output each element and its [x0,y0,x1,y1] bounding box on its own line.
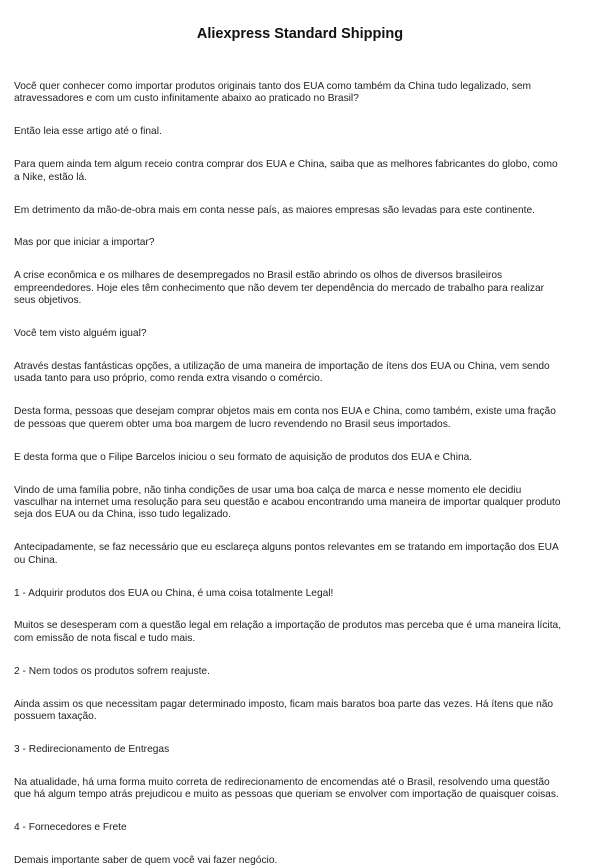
paragraph: Na atualidade, há uma forma muito correta de redirecionamento de encomendas até o Brasil, resolvendo uma questão que há algum tempo atrás prejudicou e muito as pessoas que queriam se envolver com importação de quaisquer coisas. [14,776,559,801]
paragraph: Demais importante saber de quem você vai fazer negócio. [14,855,278,867]
section-heading: 1 - Adquirir produtos dos EUA ou China, é uma coisa totalmente Legal! [14,587,334,599]
paragraph: Através destas fantásticas opções, a utilização de uma maneira de importação de ítens dos EUA ou China, vem sendo usada tanto para uso próprio, como renda extra visando o comércio. [14,360,550,385]
paragraph: Mas por que iniciar a importar? [14,237,155,249]
document-title: Aliexpress Standard Shipping [196,26,404,42]
paragraph: Você quer conhecer como importar produtos originais tanto dos EUA como também da China tudo legalizado, sem atravessadores e com um custo infinitamente abaixo ao praticado no Brasil? [14,81,532,105]
paragraph: E desta forma que o Filipe Barcelos iniciou o seu formato de aquisição de produtos dos EUA e China. [14,451,473,463]
paragraph: Para quem ainda tem algum receio contra comprar dos EUA e China, saiba que as melhores fabricantes do globo, como a Nike, estão lá. [14,159,558,183]
paragraph: Ainda assim os que necessitam pagar determinado imposto, ficam mais baratos boa parte das vezes. Há ítens que não possuem taxação. [14,698,554,723]
paragraph: Desta forma, pessoas que desejam comprar objetos mais em conta nos EUA e China, como também, existe uma fração de pessoas que querem obter uma boa margem de lucro revendendo no Brasil seus importados. [14,406,556,430]
paragraph: Antecipadamente, se faz necessário que eu esclareça alguns pontos relevantes em se tratando em importação dos EUA ou China. [14,542,559,566]
paragraph: Você tem visto alguém igual? [14,328,147,340]
section-heading: 2 - Nem todos os produtos sofrem reajuste. [14,665,210,677]
section-heading: 3 - Redirecionamento de Entregas [14,743,170,755]
document-body [14,81,562,868]
paragraph: Em detrimento da mão-de-obra mais em conta nesse país, as maiores empresas são levadas para este continente. [14,204,535,216]
paragraph: Muitos se desesperam com a questão legal em relação a importação de produtos mas perceba que é uma maneira lícita, com emissão de nota fiscal e tudo mais. [14,620,562,644]
paragraph: Então leia esse artigo até o final. [14,126,162,138]
section-heading: 4 - Fornecedores e Frete [14,822,127,834]
paragraph: Vindo de uma família pobre, não tinha condições de usar uma boa calça de marca e nesse momento ele decidiu vasculhar na internet uma resolução para seu questão e acabou encontrando uma maneira de importar qualquer produto seja dos EUA ou da China, isso tudo legalizado. [14,484,561,521]
paragraph: A crise econômica e os milhares de desempregados no Brasil estão abrindo os olhos de diversos brasileiros empreendedores. Hoje eles têm conhecimento que não devem ter dependência do mercado de trabalho para realizar seus objetivos. [14,270,545,307]
